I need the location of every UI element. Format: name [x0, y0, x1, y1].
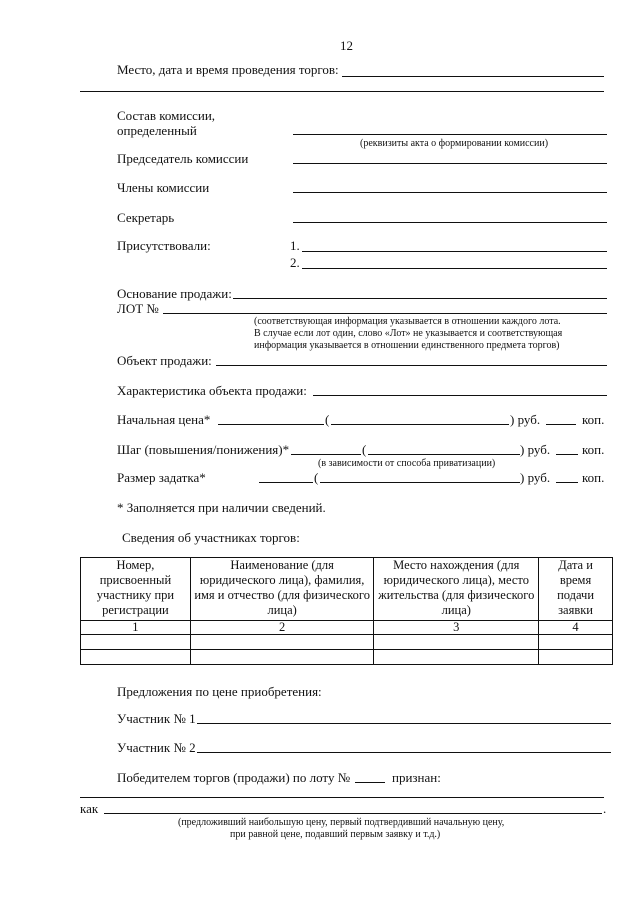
secretary-label: Секретарь — [117, 210, 175, 225]
lot-note-2: В случае если лот один, слово «Лот» не указывается и соответствующая — [254, 328, 563, 339]
as-label: как — [80, 801, 99, 816]
step-kop-field[interactable] — [556, 454, 578, 455]
column-number-3: 3 — [374, 621, 539, 635]
participant-1-field[interactable] — [197, 723, 611, 724]
page-number: 12 — [340, 38, 353, 53]
as-field[interactable] — [104, 813, 602, 814]
characteristics-label: Характеристика объекта продажи: — [117, 383, 307, 398]
chairman-field[interactable] — [293, 163, 607, 164]
winner-label: Победителем торгов (продажи) по лоту № — [117, 770, 351, 785]
composition-label-1: Состав комиссии, — [117, 108, 216, 123]
table-cell[interactable] — [374, 635, 539, 650]
composition-note: (реквизиты акта о формировании комиссии) — [360, 138, 549, 149]
basis-label: Основание продажи: — [117, 286, 232, 301]
step-amount-field[interactable] — [291, 454, 361, 455]
deposit-label: Размер задатка* — [117, 470, 206, 485]
winner-field[interactable] — [80, 797, 604, 798]
start-price-paren: ( — [325, 412, 330, 427]
step-label: Шаг (повышения/понижения)* — [117, 442, 290, 457]
as-note-1: (предложивший наибольшую цену, первый подтвердивший начальную цену, — [178, 817, 505, 828]
table-cell[interactable] — [374, 650, 539, 665]
venue-field-line2[interactable] — [80, 91, 604, 92]
winner-lot-field[interactable] — [355, 782, 385, 783]
participant-2-label: Участник № 2 — [117, 740, 196, 755]
table-number-row — [81, 621, 613, 635]
step-rub: ) руб. — [520, 442, 551, 457]
start-price-amount-field[interactable] — [218, 424, 324, 425]
deposit-kop-field[interactable] — [556, 482, 578, 483]
start-price-kop-field[interactable] — [546, 424, 576, 425]
as-end: . — [603, 801, 607, 816]
column-header-number: Номер, присвоенный участнику при регистрации — [81, 558, 191, 621]
table-row[interactable] — [81, 635, 613, 650]
basis-field[interactable] — [233, 298, 607, 299]
column-number-4: 4 — [539, 621, 613, 635]
start-price-words-field[interactable] — [331, 424, 509, 425]
deposit-rub: ) руб. — [520, 470, 551, 485]
deposit-amount-field[interactable] — [259, 482, 313, 483]
start-price-label: Начальная цена* — [117, 412, 211, 427]
object-label: Объект продажи: — [117, 353, 212, 368]
participant-1-label: Участник № 1 — [117, 711, 196, 726]
column-header-location: Место нахождения (для юридического лица), место жительства (для физического лица) — [374, 558, 539, 621]
participants-table — [80, 557, 613, 665]
start-price-rub: ) руб. — [510, 412, 541, 427]
table-header-row — [81, 558, 613, 621]
table-row[interactable] — [81, 650, 613, 665]
column-number-1: 1 — [81, 621, 191, 635]
step-kop: коп. — [582, 442, 605, 457]
deposit-words-field[interactable] — [320, 482, 520, 483]
table-cell[interactable] — [190, 650, 374, 665]
members-label: Члены комиссии — [117, 180, 210, 195]
participants-title: Сведения об участниках торгов: — [122, 530, 300, 545]
column-number-2: 2 — [190, 621, 374, 635]
step-note: (в зависимости от способа приватизации) — [318, 458, 496, 469]
step-paren: ( — [362, 442, 367, 457]
composition-label-2: определенный — [117, 123, 197, 138]
participant-2-field[interactable] — [197, 752, 611, 753]
table-cell[interactable] — [539, 650, 613, 665]
as-note-2: при равной цене, подавший первым заявку и т.д.) — [230, 829, 441, 840]
table-cell[interactable] — [81, 635, 191, 650]
column-header-date: Дата и время подачи заявки — [539, 558, 613, 621]
column-header-name: Наименование (для юридического лица), фамилия, имя и отчество (для физического лица) — [190, 558, 374, 621]
deposit-paren: ( — [314, 470, 319, 485]
lot-note-1: (соответствующая информация указывается в отношении каждого лота. — [254, 316, 561, 327]
step-words-field[interactable] — [368, 454, 520, 455]
secretary-field[interactable] — [293, 222, 607, 223]
table-cell[interactable] — [190, 635, 374, 650]
characteristics-field[interactable] — [313, 395, 607, 396]
present-label: Присутствовали: — [117, 238, 211, 253]
venue-field[interactable] — [342, 76, 604, 77]
table-cell[interactable] — [81, 650, 191, 665]
object-field[interactable] — [216, 365, 607, 366]
lot-note-3: информация указывается в отношении единственного предмета торгов) — [254, 340, 560, 351]
composition-field[interactable] — [293, 134, 607, 135]
table-cell[interactable] — [539, 635, 613, 650]
present-field-1[interactable] — [302, 251, 607, 252]
venue-label: Место, дата и время проведения торгов: — [117, 62, 339, 77]
lot-label: ЛОТ № — [117, 301, 159, 316]
chairman-label: Председатель комиссии — [117, 151, 249, 166]
winner-recognized: признан: — [392, 770, 441, 785]
present-field-2[interactable] — [302, 268, 607, 269]
offers-title: Предложения по цене приобретения: — [117, 684, 322, 699]
present-item-1: 1. — [290, 238, 300, 253]
start-price-kop: коп. — [582, 412, 605, 427]
lot-field[interactable] — [163, 313, 607, 314]
footnote: * Заполняется при наличии сведений. — [117, 500, 326, 515]
present-item-2: 2. — [290, 255, 300, 270]
deposit-kop: коп. — [582, 470, 605, 485]
members-field[interactable] — [293, 192, 607, 193]
